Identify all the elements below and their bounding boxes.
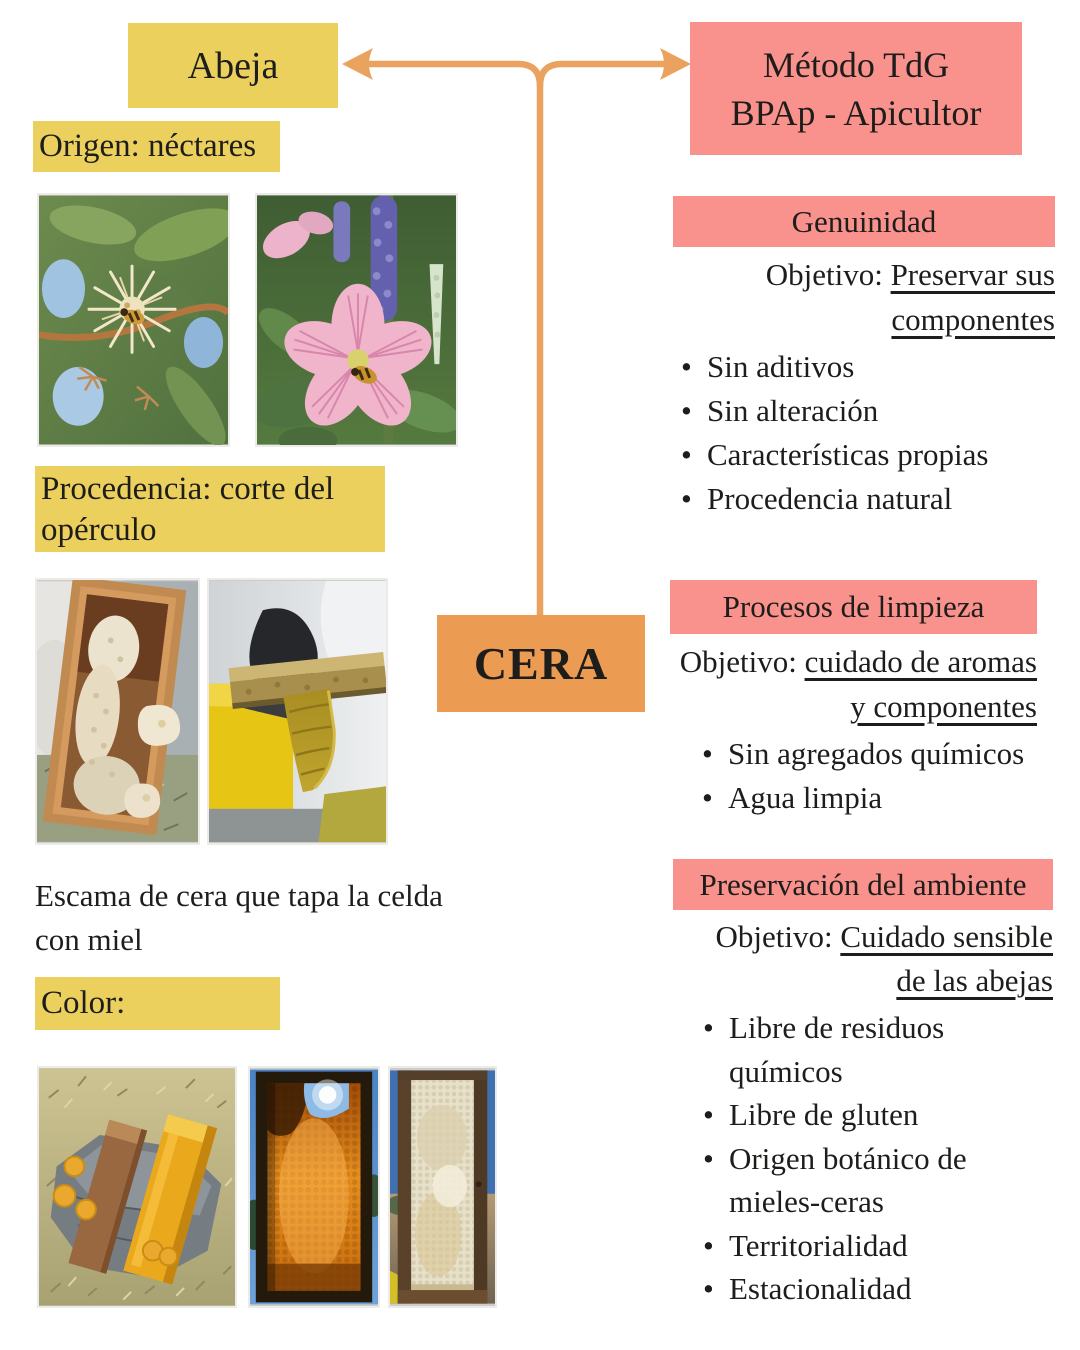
color-label [35, 977, 280, 1030]
objective-prefix: Objetivo: [765, 257, 891, 292]
bullet-item [700, 732, 1037, 776]
objective-underlined: componentes [891, 302, 1055, 337]
bullet-item [701, 1137, 1053, 1224]
node-cera-label: CERA [473, 638, 609, 689]
section-procesos-objective [670, 639, 1037, 729]
bullet-item [701, 1093, 1053, 1137]
bullet-text: Sin agregados químicos [728, 736, 1025, 771]
objective-underlined: y componentes [850, 689, 1037, 724]
section-preservacion-header: Preservación del ambiente [673, 859, 1053, 910]
bullet-text: Agua limpia [728, 780, 883, 815]
bullet-text: Origen botánico de mieles-ceras [729, 1140, 967, 1219]
objective-line [673, 959, 1053, 1003]
bullet-item [679, 345, 1055, 389]
bullet-item [679, 389, 1055, 433]
escama-caption [35, 874, 447, 962]
node-metodo-line1: Método TdG [762, 44, 950, 85]
objective-line [670, 684, 1037, 729]
bullet-text: Procedencia natural [707, 481, 953, 516]
section-procesos-de-limpieza [670, 580, 1037, 820]
procedencia-label-text: Procedencia: corte del opérculo [41, 471, 335, 548]
objective-prefix: Objetivo: [679, 644, 805, 679]
objective-prefix: Objetivo: [715, 919, 841, 954]
color-label-text: Color: [41, 985, 126, 1021]
bullet-text: Libre de gluten [729, 1097, 919, 1132]
objective-line [673, 252, 1055, 297]
photo-bee-on-pink-mallow-flower [255, 193, 458, 447]
bullet-text: Características propias [707, 437, 989, 472]
objective-underlined: Cuidado sensible [840, 919, 1053, 954]
objective-underlined: cuidado de aromas [804, 644, 1037, 679]
section-preservacion-objective [673, 915, 1053, 1003]
bullet-text: Sin alteración [707, 393, 879, 428]
bullet-text: Libre de residuos químicos [729, 1010, 945, 1089]
node-metodo-tdg [690, 22, 1022, 155]
photo-white-wax-comb-frame [388, 1066, 497, 1308]
section-preservacion-del-ambiente [673, 859, 1053, 1311]
procedencia-label [35, 466, 385, 552]
objective-line [673, 297, 1055, 342]
section-preservacion-bullets [701, 1006, 1053, 1311]
section-genuinidad [673, 196, 1055, 521]
bullet-item [679, 433, 1055, 477]
section-genuinidad-bullets [679, 345, 1055, 521]
photo-beeswax-bars-on-stone [37, 1066, 237, 1308]
photo-beekeeper-cutting-wax-capping [207, 578, 388, 845]
section-genuinidad-objective [673, 252, 1055, 342]
arrowhead-right-icon [660, 48, 691, 80]
photo-backlit-honeycomb-frame [248, 1066, 380, 1308]
objective-underlined: Preservar sus [890, 257, 1055, 292]
bullet-item [701, 1267, 1053, 1311]
objective-line [673, 915, 1053, 959]
section-genuinidad-header: Genuinidad [673, 196, 1055, 247]
origen-label [33, 121, 280, 172]
objective-underlined: de las abejas [896, 963, 1053, 998]
objective-line [670, 639, 1037, 684]
arrowhead-left-icon [342, 48, 373, 80]
bullet-text: Territorialidad [729, 1227, 908, 1263]
bullet-item [679, 477, 1055, 521]
node-cera [437, 615, 645, 712]
bullet-text: Sin aditivos [707, 349, 855, 384]
section-procesos-bullets [700, 732, 1037, 820]
node-abeja-label: Abeja [187, 44, 279, 87]
photo-uncapped-honeycomb-frame [35, 578, 200, 845]
bullet-item [701, 1006, 1053, 1093]
photo-bee-on-eucalyptus-blossom [37, 193, 230, 447]
node-abeja [128, 23, 338, 108]
origen-label-text: Origen: néctares [39, 128, 257, 164]
escama-caption-text: Escama de cera que tapa la celda con miel [35, 878, 443, 957]
bullet-text: Estacionalidad [729, 1271, 912, 1306]
node-metodo-line2: BPAp - Apicultor [730, 92, 982, 133]
bullet-item [700, 776, 1037, 820]
section-procesos-header: Procesos de limpieza [670, 580, 1037, 634]
bullet-item [701, 1224, 1053, 1268]
